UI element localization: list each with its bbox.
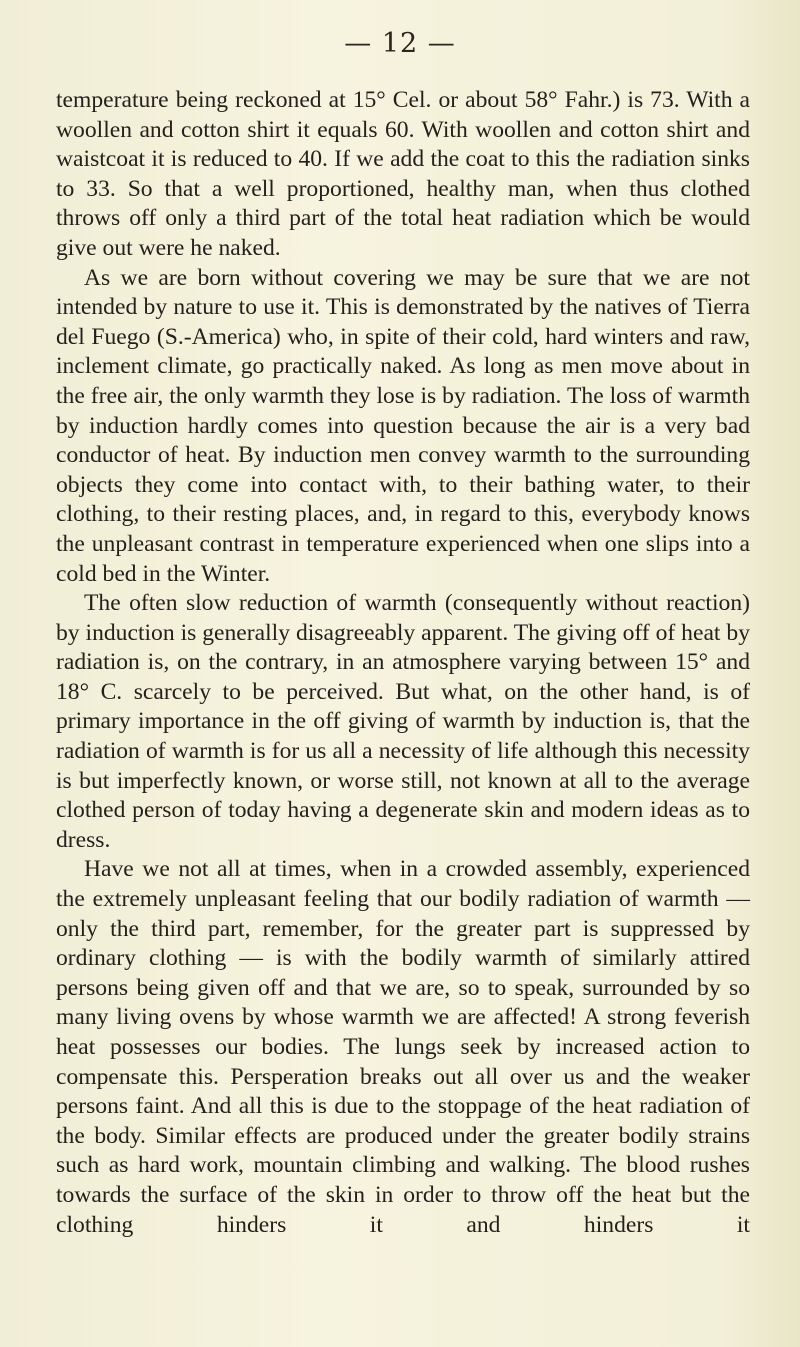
paragraph-3: The often slow reduction of warmth (consequently without reaction) by induction is generally disagreeably apparent. The giving off of heat by radiation is, on the contrary, in an atmosphere varying between 15° and 18° C. scarcely to be perceived. But what, on the other hand, is of primary importance in the off giving of warmth by induction is, that the radiation of warmth is for us all a necessity of life although this necessity is but imperfectly known, or worse still, not known at all to the average clothed person of today having a degenerate skin and modern ideas as to dress. <box>56 590 750 853</box>
paragraph-4: Have we not all at times, when in a crowded assembly, experienced the extremely unpleasant feeling that our bodily radiation of warmth — only the third part, remember, for the greater part is suppressed by ordinary clothing — is with the bodily warmth of similarly attired persons being given off and that we are, so to speak, surrounded by so many living ovens by whose warmth we are affected! A strong feverish heat possesses our bodies. The lungs seek by increased action to compensate this. Persperation breaks out all over us and the weaker persons faint. And all this is due to the stoppage of the heat radiation of the body. Similar effects are produced under the greater bodily strains such as hard work, mountain climbing and walking. The blood rushes towards the surface of the skin in order to throw off the heat but the clothing hinders it and hinders it <box>56 856 750 1238</box>
body-text <box>56 86 750 1240</box>
paragraph-2: As we are born without covering we may be sure that we are not intended by nature to use it. This is demonstrated by the natives of Tierra del Fuego (S.-America) who, in spite of their cold, hard winters and raw, inclement climate, go practically naked. As long as men move about in the free air, the only warmth they lose is by radiation. The loss of warmth by induction hardly comes into question because the air is a very bad conductor of heat. By induction men convey warmth to the surrounding objects they come into contact with, to their bathing water, to their clothing, to their resting places, and, in regard to this, everybody knows the unpleasant contrast in temperature experienced when one slips into a cold bed in the Winter. <box>56 264 750 587</box>
page-number: — 12 — <box>344 28 456 59</box>
paragraph-1: temperature being reckoned at 15° Cel. or about 58° Fahr.) is 73. With a woollen and cotton shirt it equals 60. With woollen and cotton shirt and waistcoat it is reduced to 40. If we add the coat to this the radiation sinks to 33. So that a well proportioned, healthy man, when thus clothed throws off only a third part of the total heat radiation which be would give out were he naked. <box>56 87 750 261</box>
